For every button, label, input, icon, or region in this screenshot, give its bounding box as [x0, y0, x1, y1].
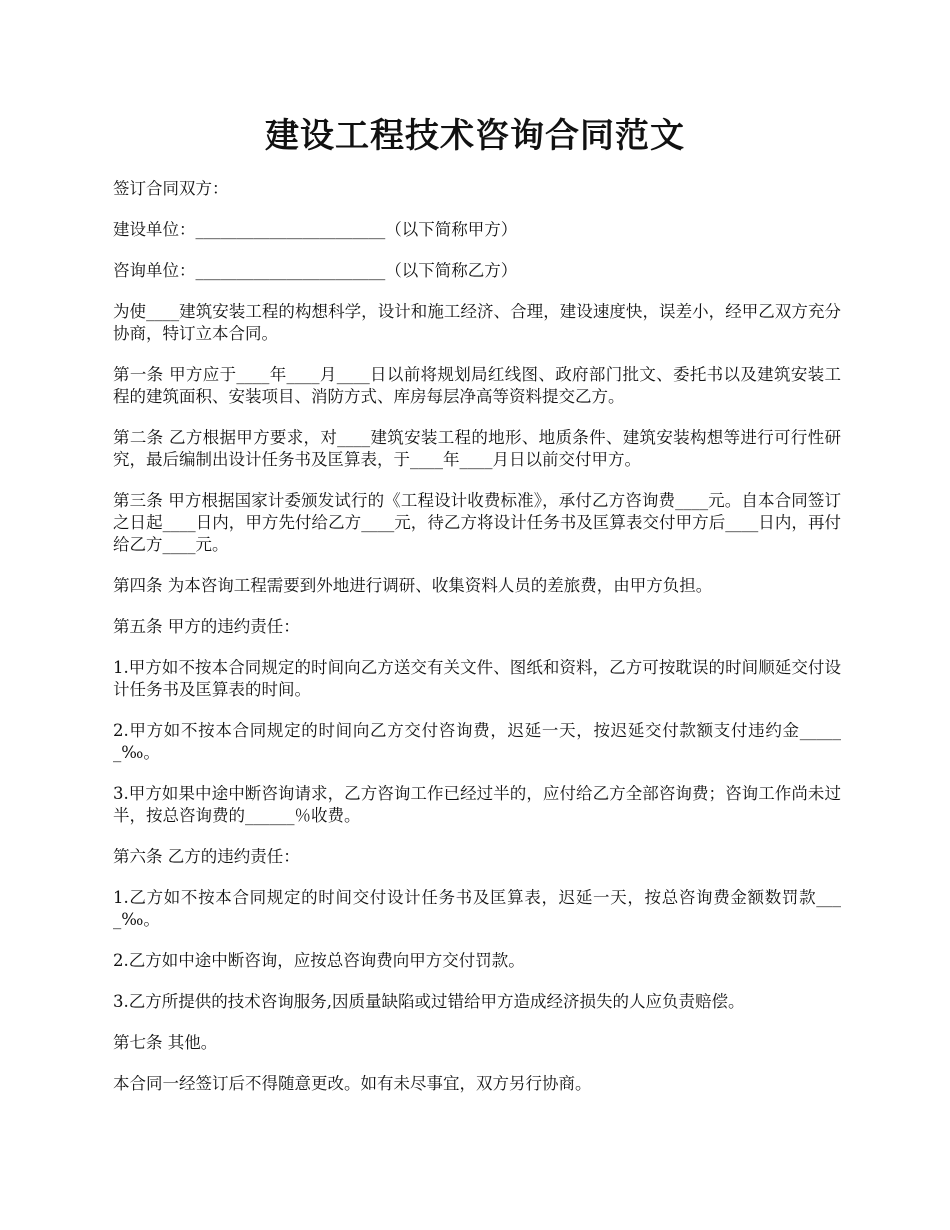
- document-title: 建设工程技术咨询合同范文: [265, 116, 685, 156]
- paragraph-parties-intro: 签订合同双方：: [113, 179, 229, 198]
- paragraph-article-5: 第五条 甲方的违约责任：: [113, 617, 300, 636]
- paragraph-preamble: 为使____建筑安装工程的构想科学，设计和施工经济、合理，建设速度快，误差小，经甲乙双方充分协商，特订立本合同。: [113, 302, 841, 343]
- document-body: [113, 178, 841, 1114]
- paragraph-article-5-item-3: 3.甲方如果中途中断咨询请求，乙方咨询工作已经过半的，应付给乙方全部咨询费；咨询工作尚未过半，按总咨询费的______％收费。: [113, 784, 841, 825]
- paragraph-article-1: 第一条 甲方应于____年____月____日以前将规划局红线图、政府部门批文、委托书以及建筑安装工程的建筑面积、安装项目、消防方式、库房每层净高等资料提交乙方。: [113, 365, 841, 406]
- paragraph-article-4: 第四条 为本咨询工程需要到外地进行调研、收集资料人员的差旅费，由甲方负担。: [113, 576, 713, 595]
- paragraph-party-a: 建设单位：_______________________（以下简称甲方）: [113, 220, 518, 239]
- paragraph-article-6: 第六条 乙方的违约责任：: [113, 847, 300, 866]
- paragraph-article-6-item-2: 2.乙方如中途中断咨询，应按总咨询费向甲方交付罚款。: [113, 951, 525, 970]
- paragraph-party-b: 咨询单位：_______________________（以下简称乙方）: [113, 261, 518, 280]
- paragraph-article-6-item-3: 3.乙方所提供的技术咨询服务,因质量缺陷或过错给甲方造成经济损失的人应负责赔偿。: [113, 992, 745, 1011]
- paragraph-article-7: 第七条 其他。: [113, 1033, 218, 1052]
- paragraph-article-6-item-1: 1.乙方如不按本合同规定的时间交付设计任务书及匡算表，迟延一天，按总咨询费金额数罚款____‰。: [113, 888, 841, 929]
- paragraph-article-2: 第二条 乙方根据甲方要求，对____建筑安装工程的地形、地质条件、建筑安装构想等进行可行性研究，最后编制出设计任务书及匡算表，于____年____月日以前交付甲方。: [113, 428, 841, 469]
- paragraph-article-5-item-2: 2.甲方如不按本合同规定的时间向乙方交付咨询费，迟延一天，按迟延交付款额支付违约金______‰。: [113, 721, 841, 762]
- paragraph-article-3: 第三条 甲方根据国家计委颁发试行的《工程设计收费标准》，承付乙方咨询费____元。自本合同签订之日起____日内，甲方先付给乙方____元，待乙方将设计任务书及匡算表交付甲方后____日内，再付给乙方____元。: [113, 491, 841, 554]
- paragraph-closing: 本合同一经签订后不得随意更改。如有未尽事宜，双方另行协商。: [113, 1074, 592, 1093]
- paragraph-article-5-item-1: 1.甲方如不按本合同规定的时间向乙方送交有关文件、图纸和资料，乙方可按耽误的时间顺延交付设计任务书及匡算表的时间。: [113, 658, 841, 699]
